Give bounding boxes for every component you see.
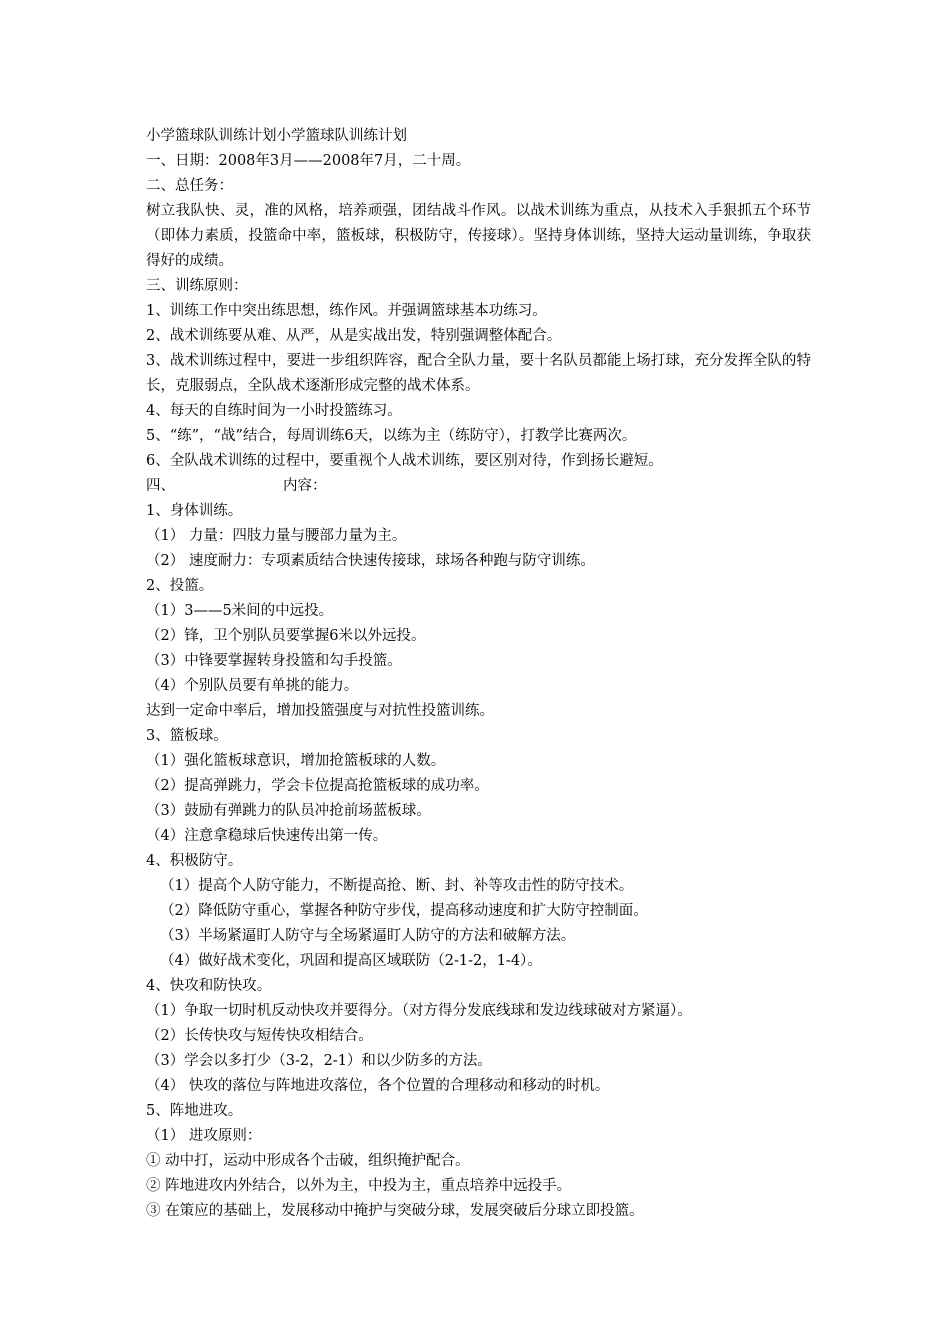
fastbreak-item: （1）争取一切时机反动快攻并要得分。（对方得分发底线球和发边线球破对方紧逼）。: [146, 1003, 692, 1019]
principle-item: 2、战术训练要从难、从严，从是实战出发，特别强调整体配合。: [146, 328, 562, 344]
rebound-item: （1）强化篮板球意识，增加抢篮板球的人数。: [146, 753, 446, 769]
position-item: ③ 在策应的基础上，发展移动中掩护与突破分球，发展突破后分球立即投篮。: [146, 1203, 644, 1219]
task-paragraph: 树立我队快、灵，准的风格，培养顽强，团结战斗作风。以战术训练为重点，从技术入手狠抓五个环节（即体力素质，投篮命中率，篮板球，积极防守，传接球）。坚持身体训练，坚持大运动量训练，争取获得好的成绩。: [146, 203, 811, 269]
rebound-item: （4）注意拿稳球后快速传出第一传。: [146, 828, 388, 844]
rebound-item: （2）提高弹跳力，学会卡位提高抢篮板球的成功率。: [146, 778, 489, 794]
principle-item: 4、每天的自练时间为一小时投篮练习。: [146, 403, 402, 419]
fastbreak-heading: 4、快攻和防快攻。: [146, 978, 272, 994]
defense-item: （2）降低防守重心，掌握各种防守步伐，提高移动速度和扩大防守控制面。: [160, 903, 648, 919]
position-item: ② 阵地进攻内外结合，以外为主，中投为主，重点培养中远投手。: [146, 1178, 572, 1194]
task-heading: 二、总任务：: [146, 178, 233, 194]
content-heading-number: 四、: [146, 478, 175, 494]
position-subheading: （1） 进攻原则：: [146, 1128, 262, 1144]
defense-item: （4）做好战术变化，巩固和提高区域联防（2-1-2，1-4）。: [160, 953, 542, 969]
physical-item: （1） 力量：四肢力量与腰部力量为主。: [146, 528, 407, 544]
principle-item: 6、全队战术训练的过程中，要重视个人战术训练，要区别对待，作到扬长避短。: [146, 453, 663, 469]
rebound-item: （3）鼓励有弹跳力的队员冲抢前场蓝板球。: [146, 803, 431, 819]
principles-heading: 三、训练原则：: [146, 278, 248, 294]
principle-item: 5、“练”，“战”结合，每周训练6天，以练为主（练防守），打教学比赛两次。: [146, 428, 637, 444]
physical-heading: 1、身体训练。: [146, 503, 243, 519]
defense-item: （3）半场紧逼盯人防守与全场紧逼盯人防守的方法和破解方法。: [160, 928, 576, 944]
shooting-item: （2）锋，卫个别队员要掌握6米以外远投。: [146, 628, 426, 644]
date-line: 一、日期：2008年3月——2008年7月，二十周。: [146, 153, 471, 169]
content-heading-text: 内容：: [283, 478, 327, 494]
fastbreak-item: （3）学会以多打少（3-2，2-1）和以少防多的方法。: [146, 1053, 492, 1069]
document-body: [146, 124, 811, 1224]
shooting-item: （3）中锋要掌握转身投篮和勾手投篮。: [146, 653, 402, 669]
defense-item: （1）提高个人防守能力，不断提高抢、断、封、补等攻击性的防守技术。: [160, 878, 634, 894]
document-title: 小学篮球队训练计划小学篮球队训练计划: [146, 128, 407, 144]
content-heading: [146, 474, 811, 499]
shooting-item: （4）个别队员要有单挑的能力。: [146, 678, 359, 694]
position-heading: 5、阵地进攻。: [146, 1103, 243, 1119]
fastbreak-item: （4） 快攻的落位与阵地进攻落位，各个位置的合理移动和移动的时机。: [146, 1078, 610, 1094]
principle-item: 3、战术训练过程中，要进一步组织阵容，配合全队力量，要十名队员都能上场打球，充分发挥全队的特长，克服弱点，全队战术逐渐形成完整的战术体系。: [146, 353, 811, 394]
fastbreak-item: （2）长传快攻与短传快攻相结合。: [146, 1028, 373, 1044]
shooting-heading: 2、投篮。: [146, 578, 214, 594]
physical-item: （2） 速度耐力：专项素质结合快速传接球，球场各种跑与防守训练。: [146, 553, 595, 569]
position-item: ① 动中打，运动中形成各个击破，组织掩护配合。: [146, 1153, 470, 1169]
principle-item: 1、训练工作中突出练思想，练作风。并强调篮球基本功练习。: [146, 303, 547, 319]
shooting-note: 达到一定命中率后，增加投篮强度与对抗性投篮训练。: [146, 703, 494, 719]
defense-heading: 4、积极防守。: [146, 853, 243, 869]
shooting-item: （1）3——5米间的中远投。: [146, 603, 334, 619]
rebound-heading: 3、篮板球。: [146, 728, 228, 744]
